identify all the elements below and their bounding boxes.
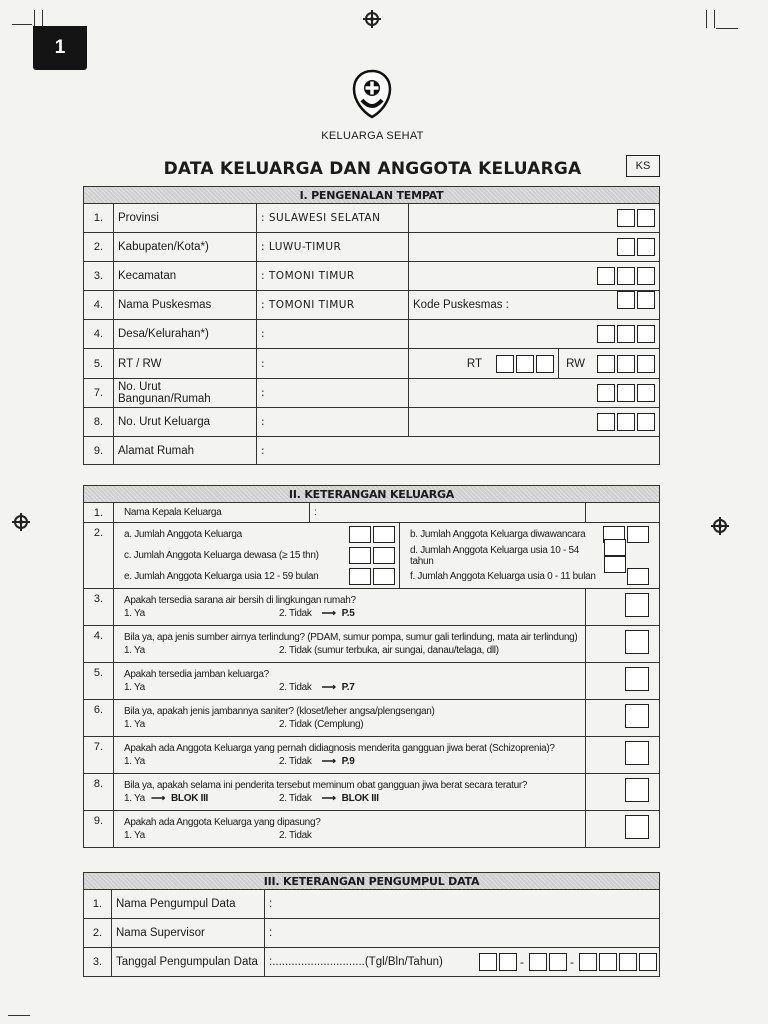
question-row bbox=[84, 737, 660, 774]
rt-input-box[interactable] bbox=[536, 355, 554, 373]
code-boxes bbox=[409, 291, 660, 320]
option-yes: 1. Ya bbox=[124, 682, 145, 693]
question-row bbox=[84, 626, 660, 663]
month-input-box[interactable] bbox=[549, 953, 567, 971]
option-no: 2. Tidak bbox=[279, 830, 312, 841]
row-number: 2. bbox=[84, 919, 112, 948]
row-number: 3. bbox=[84, 262, 114, 291]
field-label: Kabupaten/Kota*) bbox=[114, 233, 257, 262]
table-row bbox=[84, 890, 660, 919]
year-input-box[interactable] bbox=[619, 953, 637, 971]
day-input-box[interactable] bbox=[499, 953, 517, 971]
code-input-box[interactable] bbox=[617, 384, 635, 402]
row-number: 6. bbox=[84, 700, 114, 737]
row-number: 3. bbox=[84, 589, 114, 626]
separator: : bbox=[261, 241, 266, 253]
district-value: TOMONI TIMUR bbox=[268, 270, 355, 282]
table-row bbox=[84, 262, 660, 291]
field-value[interactable] bbox=[257, 204, 409, 233]
rw-input-box[interactable] bbox=[597, 355, 615, 373]
section-keterangan-pengumpul-data bbox=[83, 872, 660, 977]
separator: : bbox=[261, 212, 266, 224]
option-no: 2. Tidak (sumur terbuka, air sungai, danau/telaga, dll) bbox=[279, 645, 499, 656]
count-input-box[interactable] bbox=[627, 568, 649, 585]
question-text: Bila ya, apakah jenis jambannya saniter? (kloset/leher angsa/plengsengan) bbox=[124, 706, 435, 717]
question-cell bbox=[114, 737, 586, 774]
skip-target: BLOK III bbox=[341, 793, 379, 804]
field-label: No. Urut Keluarga bbox=[114, 408, 257, 437]
code-input-box[interactable] bbox=[637, 413, 655, 431]
row-number: 4. bbox=[84, 291, 114, 320]
row-number: 1. bbox=[84, 204, 114, 233]
table-row bbox=[84, 291, 660, 320]
separator: : bbox=[261, 444, 266, 457]
code-boxes bbox=[409, 262, 660, 291]
table-row bbox=[84, 437, 660, 465]
answer-cell bbox=[586, 626, 660, 663]
rw-input-box[interactable] bbox=[637, 355, 655, 373]
province-value: SULAWESI SELATAN bbox=[268, 212, 381, 224]
field-value[interactable] bbox=[257, 379, 409, 408]
separator: : bbox=[261, 299, 266, 311]
count-label-a: a. Jumlah Anggota Keluarga bbox=[124, 529, 242, 540]
question-cell bbox=[114, 626, 586, 663]
count-input-box[interactable] bbox=[604, 539, 626, 556]
answer-cell bbox=[586, 663, 660, 700]
code-input-box[interactable] bbox=[637, 384, 655, 402]
row-number: 9. bbox=[84, 811, 114, 848]
count-label-c: c. Jumlah Anggota Keluarga dewasa (≥ 15 thn) bbox=[124, 550, 319, 561]
section-keterangan-keluarga bbox=[83, 485, 660, 848]
registration-mark-icon bbox=[713, 519, 727, 533]
count-label-f: f. Jumlah Anggota Keluarga usia 0 - 11 bulan bbox=[410, 571, 596, 582]
row-number: 7. bbox=[84, 379, 114, 408]
row-number: 5. bbox=[84, 663, 114, 700]
code-input-box[interactable] bbox=[637, 238, 655, 256]
table-row bbox=[84, 503, 660, 523]
code-input-box[interactable] bbox=[617, 291, 635, 309]
code-input-box[interactable] bbox=[617, 209, 635, 227]
head-of-family-field[interactable] bbox=[310, 503, 586, 523]
code-input-box[interactable] bbox=[617, 325, 635, 343]
page-number-tab: 1 bbox=[33, 26, 87, 70]
rt-rw-boxes bbox=[409, 349, 660, 379]
option-yes: 1. Ya bbox=[124, 830, 145, 841]
crop-mark bbox=[716, 28, 738, 29]
field-label: Provinsi bbox=[114, 204, 257, 233]
supervisor-name-field[interactable] bbox=[265, 919, 660, 948]
field-label: Nama Supervisor bbox=[112, 919, 265, 948]
question-cell bbox=[114, 811, 586, 848]
rw-label: RW bbox=[566, 357, 586, 370]
code-input-box[interactable] bbox=[637, 291, 655, 309]
count-input-box[interactable] bbox=[349, 568, 371, 585]
count-label-d: d. Jumlah Anggota Keluarga usia 10 - 54 tahun bbox=[410, 544, 579, 567]
question-text: Bila ya, apa jenis sumber airnya terlindung? (PDAM, sumur pompa, sumur gali terlindung, mata air terlindung) bbox=[124, 632, 578, 643]
row-number: 7. bbox=[84, 737, 114, 774]
separator: : bbox=[261, 416, 266, 428]
field-label: Alamat Rumah bbox=[114, 437, 257, 465]
table-row bbox=[84, 919, 660, 948]
code-input-box[interactable] bbox=[637, 209, 655, 227]
address-field[interactable] bbox=[257, 437, 660, 465]
table-row bbox=[84, 948, 660, 977]
row-number: 2. bbox=[84, 523, 114, 589]
section-title: III. KETERANGAN PENGUMPUL DATA bbox=[84, 873, 660, 890]
form-code-box: KS bbox=[626, 155, 660, 177]
row-number: 2. bbox=[84, 233, 114, 262]
skip-target: BLOK III bbox=[170, 793, 209, 804]
arrow-right-icon: ⟶ bbox=[321, 793, 336, 804]
crop-mark bbox=[8, 1015, 30, 1016]
day-input-box[interactable] bbox=[479, 953, 497, 971]
option-yes: 1. Ya bbox=[124, 756, 145, 767]
field-label: Nama Kepala Keluarga bbox=[114, 503, 310, 523]
question-text: Apakah ada Anggota Keluarga yang pernah didiagnosis menderita gangguan jiwa berat (Schizoprenia)? bbox=[124, 743, 555, 754]
row-number: 4. bbox=[84, 626, 114, 663]
code-input-box[interactable] bbox=[617, 238, 635, 256]
section-title: II. KETERANGAN KELUARGA bbox=[84, 486, 660, 503]
section-title: I. PENGENALAN TEMPAT bbox=[84, 187, 660, 204]
option-yes: 1. Ya bbox=[124, 645, 145, 656]
crop-mark bbox=[34, 10, 35, 26]
answer-box[interactable] bbox=[625, 667, 649, 691]
option-no: 2. Tidak bbox=[279, 793, 312, 804]
date-separator: - bbox=[570, 955, 575, 969]
bakti-husada-logo-icon bbox=[349, 68, 395, 120]
registration-mark-icon bbox=[365, 12, 379, 26]
skip-target: P.9 bbox=[341, 756, 355, 767]
row-number: 1. bbox=[84, 890, 112, 919]
logo-caption: KELUARGA SEHAT bbox=[321, 130, 424, 142]
code-input-box[interactable] bbox=[637, 325, 655, 343]
member-counts-right bbox=[400, 523, 660, 589]
question-row bbox=[84, 589, 660, 626]
table-row bbox=[84, 204, 660, 233]
arrow-right-icon: ⟶ bbox=[150, 793, 165, 804]
row-number: 9. bbox=[84, 437, 114, 465]
question-row bbox=[84, 811, 660, 848]
table-row bbox=[84, 523, 660, 589]
code-input-box[interactable] bbox=[597, 384, 615, 402]
code-boxes bbox=[409, 379, 660, 408]
field-label: Nama Pengumpul Data bbox=[112, 890, 265, 919]
answer-box[interactable] bbox=[625, 815, 649, 839]
member-counts-left bbox=[114, 523, 400, 589]
option-yes: 1. Ya bbox=[124, 608, 145, 619]
option-yes: 1. Ya bbox=[124, 793, 145, 804]
rt-label: RT bbox=[466, 357, 482, 370]
code-boxes bbox=[409, 408, 660, 437]
document-title: DATA KELUARGA DAN ANGGOTA KELUARGA bbox=[163, 159, 582, 179]
row-number: 5. bbox=[84, 349, 114, 379]
answer-box[interactable] bbox=[625, 593, 649, 617]
field-value[interactable] bbox=[257, 233, 409, 262]
rt-input-box[interactable] bbox=[496, 355, 514, 373]
rt-input-box[interactable] bbox=[516, 355, 534, 373]
answer-box[interactable] bbox=[625, 741, 649, 765]
code-boxes bbox=[409, 320, 660, 349]
count-label-b: b. Jumlah Anggota Keluarga diwawancara bbox=[410, 529, 586, 540]
row-number: 1. bbox=[84, 503, 114, 523]
count-label-e: e. Jumlah Anggota Keluarga usia 12 - 59 bulan bbox=[124, 571, 319, 582]
field-label: Desa/Kelurahan*) bbox=[114, 320, 257, 349]
separator: : bbox=[261, 328, 266, 340]
crop-mark bbox=[42, 10, 43, 26]
arrow-right-icon: ⟶ bbox=[321, 608, 336, 619]
answer-cell bbox=[586, 774, 660, 811]
separator: : bbox=[269, 898, 273, 910]
row-number: 3. bbox=[84, 948, 112, 977]
regency-value: LUWU-TIMUR bbox=[268, 241, 342, 253]
separator: : bbox=[261, 357, 266, 370]
date-format-hint: :.............................(Tgl/Bln/Tahun) bbox=[269, 956, 443, 968]
collection-date-field bbox=[265, 948, 660, 977]
crop-mark bbox=[706, 10, 707, 28]
option-no: 2. Tidak bbox=[279, 756, 312, 767]
puskesmas-value: TOMONI TIMUR bbox=[268, 299, 355, 311]
row-number: 4. bbox=[84, 320, 114, 349]
date-separator: - bbox=[520, 955, 525, 969]
field-label: No. Urut Bangunan/Rumah bbox=[114, 379, 257, 408]
separator: : bbox=[314, 507, 317, 518]
year-input-box[interactable] bbox=[579, 953, 597, 971]
crop-mark bbox=[12, 24, 32, 25]
field-label: Tanggal Pengumpulan Data bbox=[112, 948, 265, 977]
count-input-box[interactable] bbox=[349, 526, 371, 543]
year-input-box[interactable] bbox=[599, 953, 617, 971]
answer-cell bbox=[586, 811, 660, 848]
count-input-box[interactable] bbox=[373, 526, 395, 543]
section-pengenalan-tempat bbox=[83, 186, 660, 465]
empty-cell bbox=[586, 503, 660, 523]
code-input-box[interactable] bbox=[597, 413, 615, 431]
code-input-box[interactable] bbox=[637, 267, 655, 285]
code-input-box[interactable] bbox=[597, 267, 615, 285]
row-number: 8. bbox=[84, 774, 114, 811]
answer-box[interactable] bbox=[625, 704, 649, 728]
option-no: 2. Tidak (Cemplung) bbox=[279, 719, 364, 730]
question-cell bbox=[114, 663, 586, 700]
table-row bbox=[84, 349, 660, 379]
table-row bbox=[84, 233, 660, 262]
answer-cell bbox=[586, 737, 660, 774]
count-input-box[interactable] bbox=[373, 568, 395, 585]
separator: : bbox=[261, 387, 266, 399]
field-value[interactable] bbox=[257, 320, 409, 349]
row-number: 8. bbox=[84, 408, 114, 437]
arrow-right-icon: ⟶ bbox=[321, 756, 336, 767]
code-boxes bbox=[409, 233, 660, 262]
answer-box[interactable] bbox=[625, 630, 649, 654]
field-value[interactable] bbox=[257, 291, 409, 320]
answer-box[interactable] bbox=[625, 778, 649, 802]
option-yes: 1. Ya bbox=[124, 719, 145, 730]
field-value[interactable] bbox=[257, 349, 409, 379]
answer-cell bbox=[586, 700, 660, 737]
answer-cell bbox=[586, 589, 660, 626]
collector-name-field[interactable] bbox=[265, 890, 660, 919]
separator: : bbox=[261, 270, 266, 282]
option-no: 2. Tidak bbox=[279, 682, 312, 693]
arrow-right-icon: ⟶ bbox=[321, 682, 336, 693]
rw-input-box[interactable] bbox=[617, 355, 635, 373]
question-text: Bila ya, apakah selama ini penderita tersebut meminum obat gangguan jiwa berat secara teratur? bbox=[124, 780, 528, 791]
question-cell bbox=[114, 774, 586, 811]
count-input-box[interactable] bbox=[349, 547, 371, 564]
code-input-box[interactable] bbox=[617, 413, 635, 431]
question-row bbox=[84, 774, 660, 811]
option-no: 2. Tidak bbox=[279, 608, 312, 619]
field-value[interactable] bbox=[257, 408, 409, 437]
registration-mark-icon bbox=[14, 515, 28, 529]
field-label: RT / RW bbox=[114, 349, 257, 379]
table-row bbox=[84, 320, 660, 349]
question-cell bbox=[114, 589, 586, 626]
question-cell bbox=[114, 700, 586, 737]
code-input-box[interactable] bbox=[597, 325, 615, 343]
field-value[interactable] bbox=[257, 262, 409, 291]
crop-mark bbox=[714, 10, 715, 28]
skip-target: P.7 bbox=[341, 682, 355, 693]
year-input-box[interactable] bbox=[639, 953, 657, 971]
separator: : bbox=[269, 927, 273, 939]
question-row bbox=[84, 663, 660, 700]
code-boxes bbox=[409, 204, 660, 233]
question-text: Apakah ada Anggota Keluarga yang dipasung? bbox=[124, 817, 321, 828]
table-row bbox=[84, 408, 660, 437]
question-text: Apakah tersedia jamban keluarga? bbox=[124, 669, 269, 680]
code-input-box[interactable] bbox=[617, 267, 635, 285]
table-row bbox=[84, 379, 660, 408]
count-input-box[interactable] bbox=[373, 547, 395, 564]
skip-target: P.5 bbox=[341, 608, 355, 619]
field-label: Kecamatan bbox=[114, 262, 257, 291]
field-label: Nama Puskesmas bbox=[114, 291, 257, 320]
kode-puskesmas-label: Kode Puskesmas : bbox=[413, 299, 509, 311]
question-text: Apakah tersedia sarana air bersih di lingkungan rumah? bbox=[124, 595, 356, 606]
month-input-box[interactable] bbox=[529, 953, 547, 971]
question-row bbox=[84, 700, 660, 737]
